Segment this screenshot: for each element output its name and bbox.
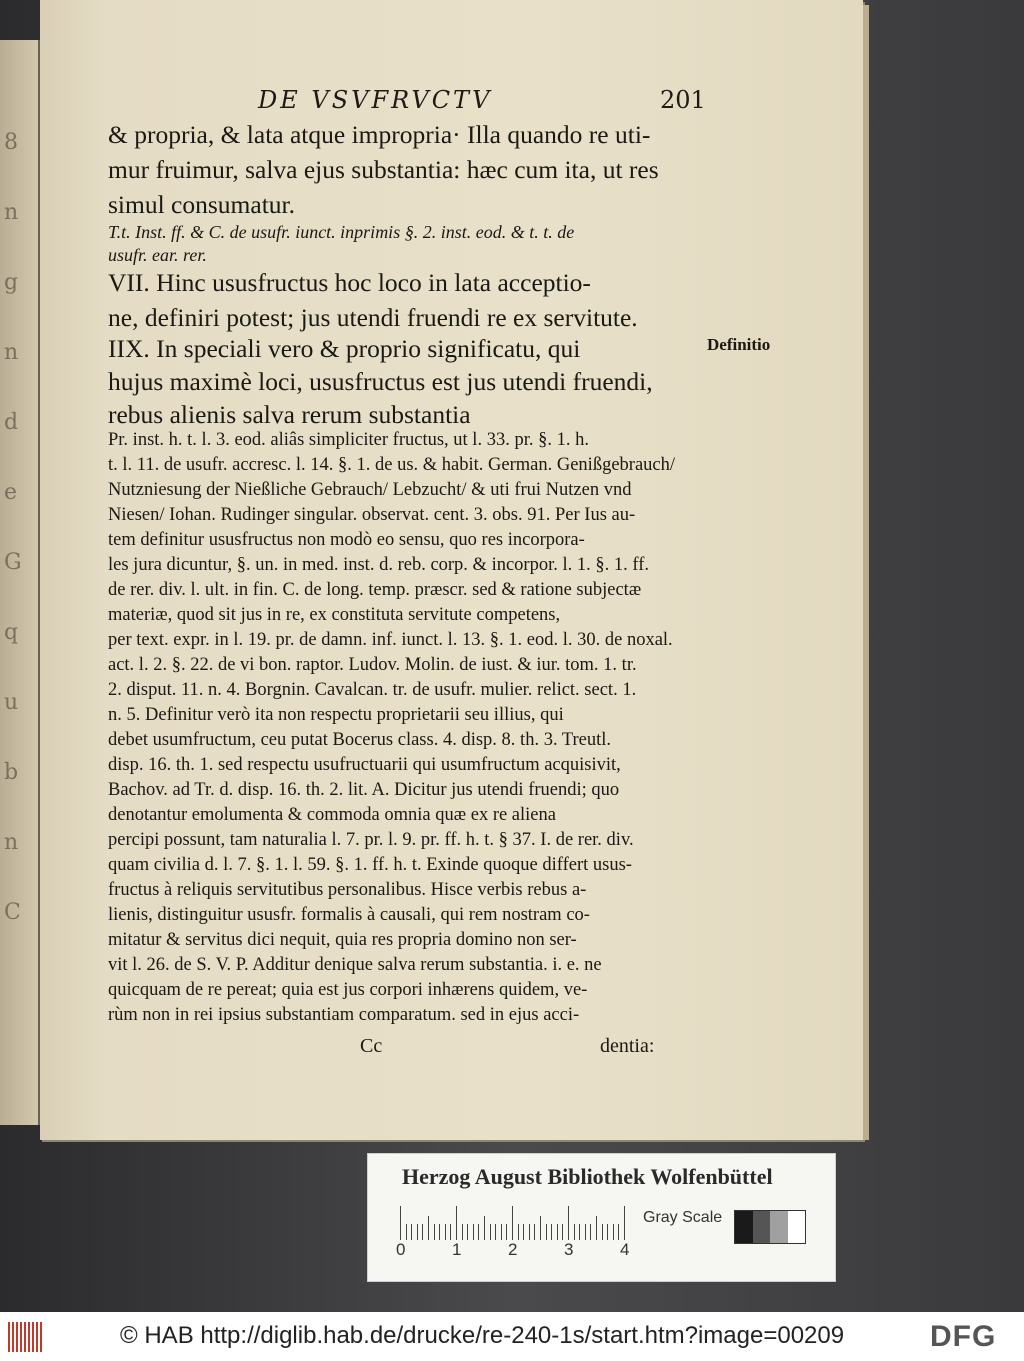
scale-number: 1 [452, 1240, 462, 1259]
ruler-tick [462, 1224, 463, 1240]
catchword: dentia: [600, 1035, 655, 1057]
gray-swatch-cell [770, 1211, 788, 1243]
ruler-tick [607, 1224, 608, 1240]
text-line: de rer. div. l. ult. in fin. C. de long. temp. præscr. sed & ratione subjectæ [108, 580, 642, 600]
ruler-tick [417, 1224, 418, 1240]
ruler-tick [411, 1224, 412, 1240]
text-line: Niesen/ Iohan. Rudinger singular. observat. cent. 3. obs. 91. Per Ius au- [108, 505, 636, 525]
source-url[interactable]: © HAB http://diglib.hab.de/drucke/re-240-1s/start.htm?image=00209 [120, 1322, 845, 1349]
ruler-tick [456, 1206, 457, 1240]
ghost-letter: q [4, 620, 19, 645]
ruler-tick [518, 1224, 519, 1240]
text-line: T.t. Inst. ff. & C. de usufr. iunct. inprimis §. 2. inst. eod. & t. t. de [108, 222, 575, 242]
ruler-tick [523, 1224, 524, 1240]
ghost-letter: 8 [4, 130, 18, 155]
ruler-tick [540, 1216, 541, 1240]
page-edge [863, 5, 869, 1140]
ruler-tick [467, 1224, 468, 1240]
previous-page-edge [0, 40, 40, 1125]
text-line: quicquam de re pereat; quia est jus corpori inhærens quidem, ve- [108, 980, 588, 1000]
text-line: percipi possunt, tam naturalia l. 7. pr. l. 9. pr. ff. h. t. § 37. I. de rer. div. [108, 830, 634, 850]
ruler-tick [506, 1224, 507, 1240]
text-line: VII. Hinc ususfructus hoc loco in lata acceptio- [108, 268, 591, 297]
library-color-card [367, 1153, 836, 1282]
text-line: disp. 16. th. 1. sed respectu usufructuarii qui usumfructum acquisivit, [108, 755, 621, 775]
ghost-letter: n [4, 340, 19, 365]
ruler-tick [445, 1224, 446, 1240]
scale-number: 4 [620, 1240, 630, 1259]
ghost-letter: n [4, 200, 19, 225]
page-number: 201 [660, 86, 706, 114]
scale-number: 2 [508, 1240, 518, 1259]
ruler-tick [596, 1216, 597, 1240]
ruler-tick [585, 1224, 586, 1240]
ruler-tick [428, 1216, 429, 1240]
text-line: les jura dicuntur, §. un. in med. inst. d. reb. corp. & incorpor. l. 1. §. 1. ff. [108, 555, 649, 575]
text-line: simul consumatur. [108, 190, 295, 219]
ghost-letter: C [4, 900, 21, 925]
library-name: Herzog August Bibliothek Wolfenbüttel [402, 1164, 773, 1189]
text-line: fructus à reliquis servitutibus personalibus. Hisce verbis rebus a- [108, 880, 587, 900]
text-line: IIX. In speciali vero & proprio significatu, qui [108, 334, 581, 363]
ruler-tick [590, 1224, 591, 1240]
ruler-tick [478, 1224, 479, 1240]
ruler-tick [495, 1224, 496, 1240]
text-line: per text. expr. in l. 19. pr. de damn. inf. iunct. l. 13. §. 1. eod. l. 30. de noxal. [108, 630, 673, 650]
ruler-tick [450, 1224, 451, 1240]
text-line: mur fruimur, salva ejus substantia: hæc cum ita, ut res [108, 155, 659, 184]
ruler-tick [490, 1224, 491, 1240]
text-line: ne, definiri potest; jus utendi fruendi re ex servitute. [108, 303, 638, 332]
ruler-tick [624, 1206, 625, 1240]
ruler-tick [613, 1224, 614, 1240]
ghost-letter: b [4, 760, 19, 785]
footer-bar [0, 1312, 1024, 1361]
ruler-tick [529, 1224, 530, 1240]
barcode-icon [8, 1322, 42, 1352]
scale-number: 3 [564, 1240, 574, 1259]
text-line: rebus alienis salva rerum substantia [108, 400, 471, 429]
ruler-tick [568, 1206, 569, 1240]
gray-scale-label: Gray Scale [643, 1209, 723, 1226]
text-line: & propria, & lata atque impropria· Illa quando re uti- [108, 120, 651, 149]
signature-mark: Cc [360, 1035, 383, 1057]
text-line: Bachov. ad Tr. d. disp. 16. th. 2. lit. A. Dicitur jus utendi fruendi; quo [108, 780, 620, 800]
ruler-tick [557, 1224, 558, 1240]
ruler-tick [546, 1224, 547, 1240]
ruler-tick [473, 1224, 474, 1240]
text-line: act. l. 2. §. 22. de vi bon. raptor. Ludov. Molin. de iust. & iur. tom. 1. tr. [108, 655, 637, 675]
text-line: tem definitur ususfructus non modò eo sensu, quo res incorpora- [108, 530, 585, 550]
gray-swatch-cell [788, 1211, 806, 1243]
gray-swatch-cell [753, 1211, 771, 1243]
ruler-tick [400, 1206, 401, 1240]
ruler-tick [422, 1224, 423, 1240]
ghost-letter: G [4, 550, 22, 575]
dfg-logo: DFG [930, 1320, 997, 1353]
text-line: hujus maximè loci, ususfructus est jus utendi fruendi, [108, 367, 653, 396]
text-line: mitatur & servitus dici nequit, quia res propria domino non ser- [108, 930, 577, 950]
text-line: vit l. 26. de S. V. P. Additur denique salva rerum substantia. i. e. ne [108, 955, 602, 975]
ruler-tick [512, 1206, 513, 1240]
text-line: 2. disput. 11. n. 4. Borgnin. Cavalcan. tr. de usufr. mulier. relict. sect. 1. [108, 680, 637, 700]
ghost-letter: d [4, 410, 19, 435]
ruler-tick [602, 1224, 603, 1240]
ruler-tick [551, 1224, 552, 1240]
book-page [40, 0, 863, 1140]
ghost-letter: u [4, 690, 19, 715]
text-line: quam civilia d. l. 7. §. 1. l. 59. §. 1. ff. h. t. Exinde quoque differt usus- [108, 855, 632, 875]
ruler-tick [434, 1224, 435, 1240]
ghost-letter: e [4, 480, 18, 505]
gray-scale-swatch [734, 1210, 806, 1244]
ruler-tick [484, 1216, 485, 1240]
text-line: denotantur emolumenta & commoda omnia quæ ex re aliena [108, 805, 556, 825]
ruler-tick [562, 1224, 563, 1240]
text-line: lienis, distinguitur ususfr. formalis à causali, qui rem nostram co- [108, 905, 590, 925]
ghost-letter: g [4, 270, 19, 295]
running-title: DE VSVFRVCTV [258, 86, 493, 114]
ruler-tick [618, 1224, 619, 1240]
ruler-tick [501, 1224, 502, 1240]
text-line: rùm non in rei ipsius substantiam comparatum. sed in ejus acci- [108, 1005, 580, 1025]
text-line: usufr. ear. rer. [108, 245, 207, 265]
text-line: Pr. inst. h. t. l. 3. eod. aliâs simpliciter fructus, ut l. 33. pr. §. 1. h. [108, 430, 589, 450]
text-line: t. l. 11. de usufr. accresc. l. 14. §. 1. de us. & habit. German. Genißgebrauch/ [108, 455, 676, 475]
margin-note: Definitio [707, 335, 771, 354]
gray-swatch-cell [735, 1211, 753, 1243]
ruler-tick [439, 1224, 440, 1240]
text-line: materiæ, quod sit jus in re, ex constituta servitute competens, [108, 605, 561, 625]
ruler-tick [574, 1224, 575, 1240]
text-line: Nutzniesung der Nießliche Gebrauch/ Lebzucht/ & uti frui Nutzen vnd [108, 480, 632, 500]
scale-number: 0 [396, 1240, 406, 1259]
text-line: n. 5. Definitur verò ita non respectu proprietarii seu illius, qui [108, 705, 564, 725]
ruler-tick [579, 1224, 580, 1240]
text-line: debet usumfructum, ceu putat Bocerus class. 4. disp. 8. th. 3. Treutl. [108, 730, 612, 750]
ghost-letter: n [4, 830, 19, 855]
ruler-tick [534, 1224, 535, 1240]
ruler-tick [406, 1224, 407, 1240]
scale-ruler [400, 1206, 628, 1240]
